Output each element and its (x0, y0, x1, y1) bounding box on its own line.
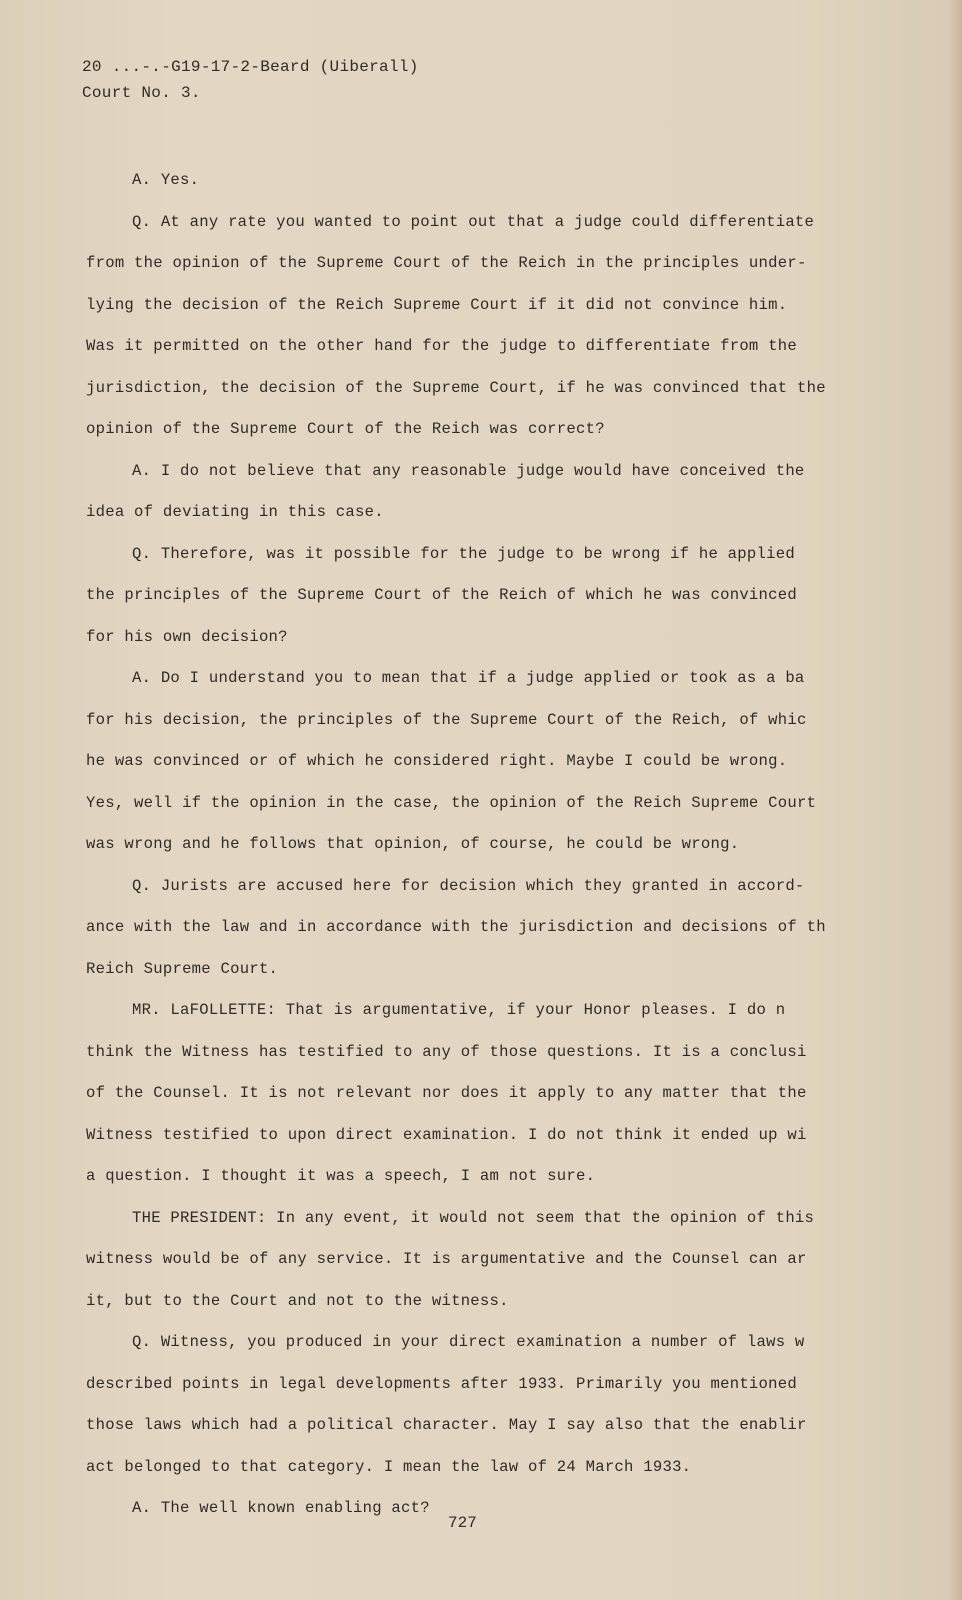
transcript-line: it, but to the Court and not to the witness. (86, 1291, 509, 1310)
transcript-line: idea of deviating in this case. (86, 503, 384, 521)
transcript-line: opinion of the Supreme Court of the Reich was correct? (86, 420, 605, 438)
paper-edge-stain (948, 0, 962, 1600)
document-header-ref: 20 ...-.-G19-17-2-Beard (Uiberall) (82, 58, 419, 76)
transcript-line: for his decision, the principles of the Supreme Court of the Reich, of whic (86, 710, 807, 729)
transcript-line: he was convinced or of which he considered right. Maybe I could be wrong. (86, 752, 788, 770)
transcript-paragraph (86, 451, 866, 534)
transcript-paragraph (86, 866, 866, 991)
transcript-line: think the Witness has testified to any of those questions. It is a conclusi (86, 1042, 807, 1061)
transcript-line: A. Do I understand you to mean that if a judge applied or took as a ba (132, 669, 805, 687)
transcript-line: Was it permitted on the other hand for the judge to differentiate from the (86, 337, 797, 355)
transcript-paragraph (86, 160, 866, 202)
transcript-line: was wrong and he follows that opinion, of course, he could be wrong. (86, 835, 740, 853)
transcript-line: Yes, well if the opinion in the case, the opinion of the Reich Supreme Court (86, 793, 817, 812)
transcript-paragraph (86, 202, 866, 451)
page-number: 727 (448, 1514, 477, 1532)
transcript-line: A. The well known enabling act? (132, 1499, 430, 1517)
transcript-line: lying the decision of the Reich Supreme Court if it did not convince him. (86, 295, 788, 314)
transcript-line: act belonged to that category. I mean the law of 24 March 1933. (86, 1457, 692, 1476)
transcript-line: a question. I thought it was a speech, I am not sure. (86, 1167, 596, 1185)
transcript-line: A. I do not believe that any reasonable judge would have conceived the (132, 461, 805, 480)
transcript-line: MR. LaFOLLETTE: That is argumentative, if your Honor pleases. I do n (132, 1001, 786, 1019)
document-header-court: Court No. 3. (82, 84, 201, 102)
transcript-line: Q. Witness, you produced in your direct examination a number of laws w (132, 1333, 805, 1351)
transcript-line: those laws which had a political character. May I say also that the enablir (86, 1416, 807, 1434)
transcript-line: Q. At any rate you wanted to point out that a judge could differentiate (132, 212, 815, 231)
transcript-line: jurisdiction, the decision of the Supreme Court, if he was convinced that the (86, 378, 826, 397)
transcript-body (86, 160, 866, 1530)
transcript-line: Q. Therefore, was it possible for the judge to be wrong if he applied (132, 544, 795, 563)
transcript-line: for his own decision? (86, 627, 288, 646)
transcript-line: Q. Jurists are accused here for decision which they granted in accord- (132, 876, 805, 895)
transcript-line: witness would be of any service. It is argumentative and the Counsel can ar (86, 1250, 807, 1268)
transcript-paragraph (86, 1322, 866, 1488)
transcript-line: Reich Supreme Court. (86, 959, 279, 978)
transcript-line: ance with the law and in accordance with the jurisdiction and decisions of th (86, 918, 826, 936)
transcript-line: from the opinion of the Supreme Court of the Reich in the principles under- (86, 254, 807, 272)
transcript-paragraph (86, 1198, 866, 1323)
transcript-line: the principles of the Supreme Court of the Reich of which he was convinced (86, 586, 797, 604)
transcript-paragraph (86, 658, 866, 866)
transcript-line: Witness testified to upon direct examination. I do not think it ended up wi (86, 1125, 807, 1144)
transcript-paragraph (86, 534, 866, 659)
transcript-line: A. Yes. (132, 171, 200, 189)
transcript-line: THE PRESIDENT: In any event, it would not seem that the opinion of this (132, 1208, 815, 1227)
transcript-paragraph (86, 990, 866, 1198)
transcript-line: described points in legal developments after 1933. Primarily you mentioned (86, 1374, 797, 1393)
transcript-line: of the Counsel. It is not relevant nor does it apply to any matter that the (86, 1084, 807, 1102)
